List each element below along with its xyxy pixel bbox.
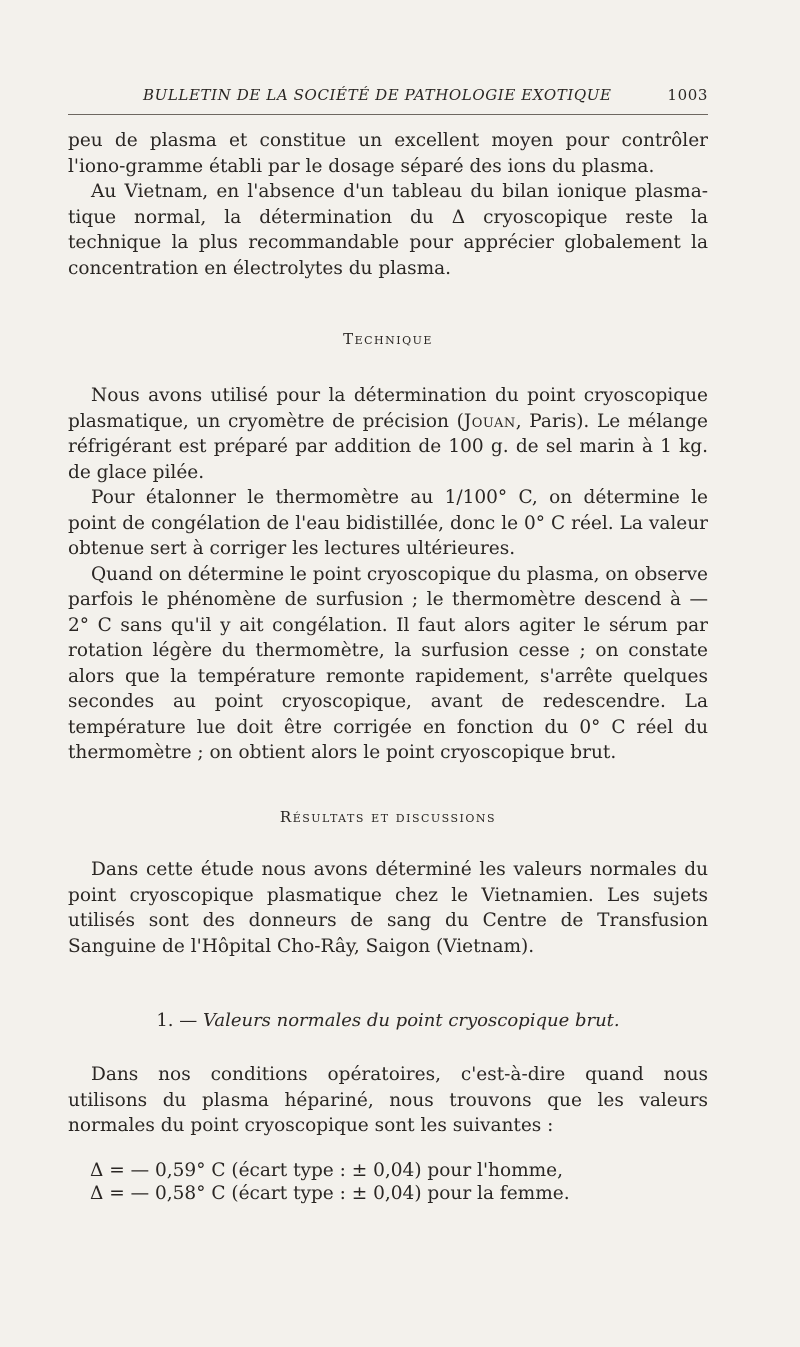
subsection-heading: Valeurs normales du point cryoscopique brut. [202, 1010, 620, 1031]
intro-paragraph-2: Au Vietnam, en l'absence d'un tableau du bilan ionique plasma-tique normal, la détermination du Δ cryoscopique reste la technique la plus recommandable pour apprécier globalement la concentration en électrolytes du plasma. [68, 181, 708, 279]
technique-section [68, 383, 708, 766]
results-section [68, 857, 708, 959]
technique-p1-end: , Paris). Le mélange réfrigérant est préparé par addition de 100 g. de sel marin à 1 kg. de glace pilée. [68, 410, 708, 483]
formula-men: Δ = — 0,59° C (écart type : ± 0,04) pour l'homme, [90, 1160, 564, 1181]
technique-paragraph-3: Quand on détermine le point cryoscopique du plasma, on observe parfois le phénomène de surfusion ; le thermomètre descend à — 2° C sans qu'il y ait congélation. Il faut alors agiter le sérum par rotation légère du thermomètre, la surfusion cesse ; on constate alors que la température remonte rapidement, s'arrête quelques secondes au point cryoscopique, avant de redescendre. La température lue doit être corrigée en fonction du 0° C réel du thermomètre ; on obtient alors le point cryoscopique brut. [68, 563, 708, 763]
technique-p1-start: Nous avons utilisé pour la détermination du point cryoscopique plasmatique, un cryomètre de précision ( [68, 385, 708, 432]
technique-heading: Technique [343, 330, 433, 348]
journal-title: BULLETIN DE LA SOCIÉTÉ DE PATHOLOGIE EXOTIQUE [143, 86, 612, 104]
technique-paragraph-2: Pour étalonner le thermomètre au 1/100° C, on détermine le point de congélation de l'eau bidistillée, donc le 0° C réel. La valeur obtenue sert à corriger les lectures ultérieures. [68, 487, 708, 559]
intro-section [68, 128, 708, 281]
formula-women: Δ = — 0,58° C (écart type : ± 0,04) pour la femme. [90, 1183, 570, 1204]
running-header [68, 84, 708, 108]
header-rule [68, 114, 708, 115]
intro-paragraph-1: peu de plasma et constitue un excellent moyen pour contrôler l'iono-gramme établi par le dosage séparé des ions du plasma. [68, 130, 708, 177]
results-paragraph-1: Dans cette étude nous avons déterminé les valeurs normales du point cryoscopique plasmatique chez le Vietnamien. Les sujets utilisés sont des donneurs de sang du Centre de Transfusion Sanguine de l'Hôpital Cho-Rây, Saigon (Vietnam). [68, 859, 708, 957]
author-jouan: Jouan [463, 410, 516, 432]
technique-paragraph-1 [68, 383, 708, 485]
results-paragraph-2-block [68, 1062, 708, 1139]
results-paragraph-2: Dans nos conditions opératoires, c'est-à-dire quand nous utilisons du plasma hépariné, nous trouvons que les valeurs normales du point cryoscopique sont les suivantes : [68, 1064, 708, 1136]
subsection-number: 1. — [156, 1010, 203, 1031]
subsection-title [68, 1010, 708, 1031]
page-number: 1003 [667, 86, 708, 104]
results-heading: Résultats et discussions [279, 808, 497, 826]
